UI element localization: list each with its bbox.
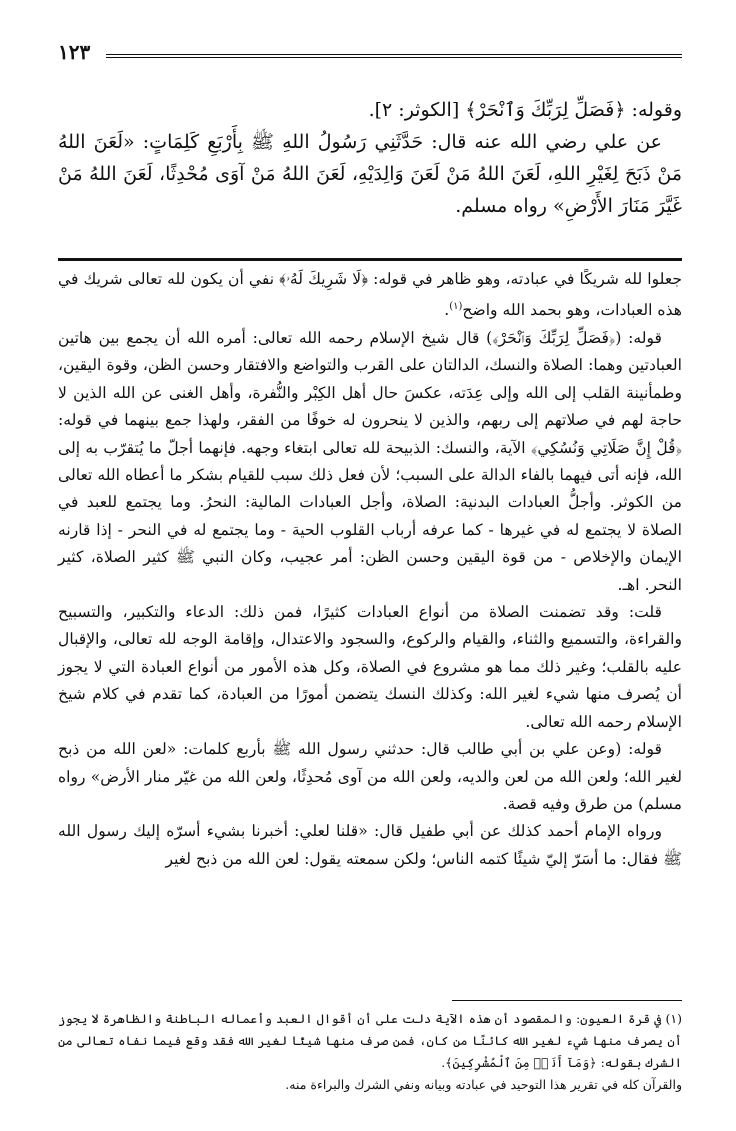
commentary-paragraph: قلت: وقد تضمنت الصلاة من أنواع العبادات كثيرًا، فمن ذلك: الدعاء والتكبير، والتسبيح والقراءة، والتسميع والثناء، والقيام والركوع، والسجود والاعتدال، وإقامة الوجه لله تعالى، والإقبال عليه بالقلب؛ وغير ذلك مما هو مشروع في الصلاة، وكل هذه الأمور من أنواع العبادة التي لا يجوز أن يُصرف منها شيء لغير الله: وكذلك النسك يتضمن أمورًا من العبادة، كما تقدم في كلام شيخ الإسلام رحمه الله تعالى.	[58, 603, 682, 731]
page-header	[58, 40, 682, 68]
commentary	[58, 266, 682, 873]
footnotes	[58, 1008, 682, 1096]
main-paragraph: وقوله: ﴿فَصَلِّ لِرَبِّكَ وَٱنْحَرْ﴾ [الكوثر: ٢].	[368, 99, 682, 121]
main-text-divider	[58, 258, 682, 261]
footnote: (١) في قرة العيون: والمقصود أن هذه الآية دلت على أن أقوال العبد وأعماله الباطنة والظاهرة لا يجوز أن يصرف منها شيء لغير الله كائنًا من كان، فمن صرف منها شيئًا لغير الله فقد وقع فيما نفاه تعالى من الشرك بقوله: ﴿وَمَآ أَنَا۠ مِنَ ٱلْمُشْرِكِينَ﴾.	[58, 1011, 682, 1070]
page-number: ١٢٣	[58, 40, 91, 64]
commentary-paragraph: قوله: (وعن علي بن أبي طالب قال: حدثني رسول الله ﷺ بأربع كلمات: «لعن الله من ذبح لغير الله؛ ولعن الله من لعن والديه، ولعن الله من آوى مُحدِثًا، ولعن الله من غيّر منار الأرض» رواه مسلم) من طرق وفيه قصة.	[58, 740, 682, 813]
main-paragraph: عن علي رضي الله عنه قال: حَدَّثَنِي رَسُولُ اللهِ ﷺ بِأَرْبَعِ كَلِمَاتٍ: «لَعَنَ اللهُ مَنْ ذَبَحَ لِغَيْرِ اللهِ، لَعَنَ اللهُ مَنْ لَعَنَ وَالِدَيْهِ، لَعَنَ اللهُ مَنْ آوَى مُحْدِثًا، لَعَنَ اللهُ مَنْ غَيَّرَ مَنَارَ الأَرْضِ» رواه مسلم.	[58, 131, 682, 217]
main-text	[58, 94, 682, 222]
commentary-paragraph: جعلوا لله شريكًا في عبادته، وهو ظاهر في قوله: ﴿لَا شَرِيكَ لَهُۥ﴾ نفي أن يكون لله تعالى شريك في هذه العبادات، وهو بحمد الله واضح$^{(١)}$.	[58, 270, 682, 320]
header-rule	[106, 54, 682, 58]
footnote: والقرآن كله في تقرير هذا التوحيد في عبادته وبيانه ونفي الشرك والبراءة منه.	[285, 1077, 682, 1092]
commentary-paragraph: ورواه الإمام أحمد كذلك عن أبي طفيل قال: «قلنا لعلي: أخبرنا بشيء أسرّه إليك رسول الله ﷺ فقال: ما أسَرّ إليّ شيئًا كتمه الناس؛ ولكن سمعته يقول: لعن الله من ذبح لغير	[58, 822, 682, 868]
commentary-paragraph: قوله: (﴿فَصَلِّ لِرَبِّكَ وَٱنْحَرْ﴾) قال شيخ الإسلام رحمه الله تعالى: أمره الله أن يجمع بين هاتين العبادتين وهما: الصلاة والنسك، الدالتان على القرب والتواضع والافتقار وحسن الظن، وقوة اليقين، وطمأنينة القلب إلى الله وإلى عِدَته، عكسَ حال أهل الكِبْر والنُّفرة، وأهل الغنى عن الله الذين لا حاجة لهم في صلاتهم إلى ربهم، والذين لا ينحرون له خوفًا من الفقر، ولهذا جمع بينهما في قوله: ﴿قُلْ إِنَّ صَلَاتِي وَنُسُكِي﴾ الآية، والنسك: الذبيحة لله تعالى ابتغاء وجهه. فإنهما أجلّ ما يُتقرّب به إلى الله، فإنه أتى فيهما بالفاء الدالة على السبب؛ لأن فعل ذلك سبب للقيام بشكر ما أعطاه الله تعالى من الكوثر. وأجلُّ العبادات البدنية: الصلاة، وأجل العبادات المالية: النحرُ. وما يجتمع للعبد في الصلاة لا يجتمع له في غيرها - كما عرفه أرباب القلوب الحية - وما يجتمع له في النحر - إذا قارنه الإيمان والإخلاص - من قوة اليقين وحسن الظن: أمر عجيب، وكان النبي ﷺ كثير الصلاة، كثير النحر. اهـ.	[58, 329, 682, 594]
commentary-text: جعلوا لله شريكًا في عبادته، وهو ظاهر في قوله: ﴿لَا شَرِيكَ لَهُۥ﴾ نفي أن يكون لله تعالى شريك في هذه العبادات، وهو بحمد الله واضح	[58, 270, 682, 320]
footnote-reference: (١)	[449, 301, 463, 313]
footnote-divider	[452, 1000, 682, 1001]
